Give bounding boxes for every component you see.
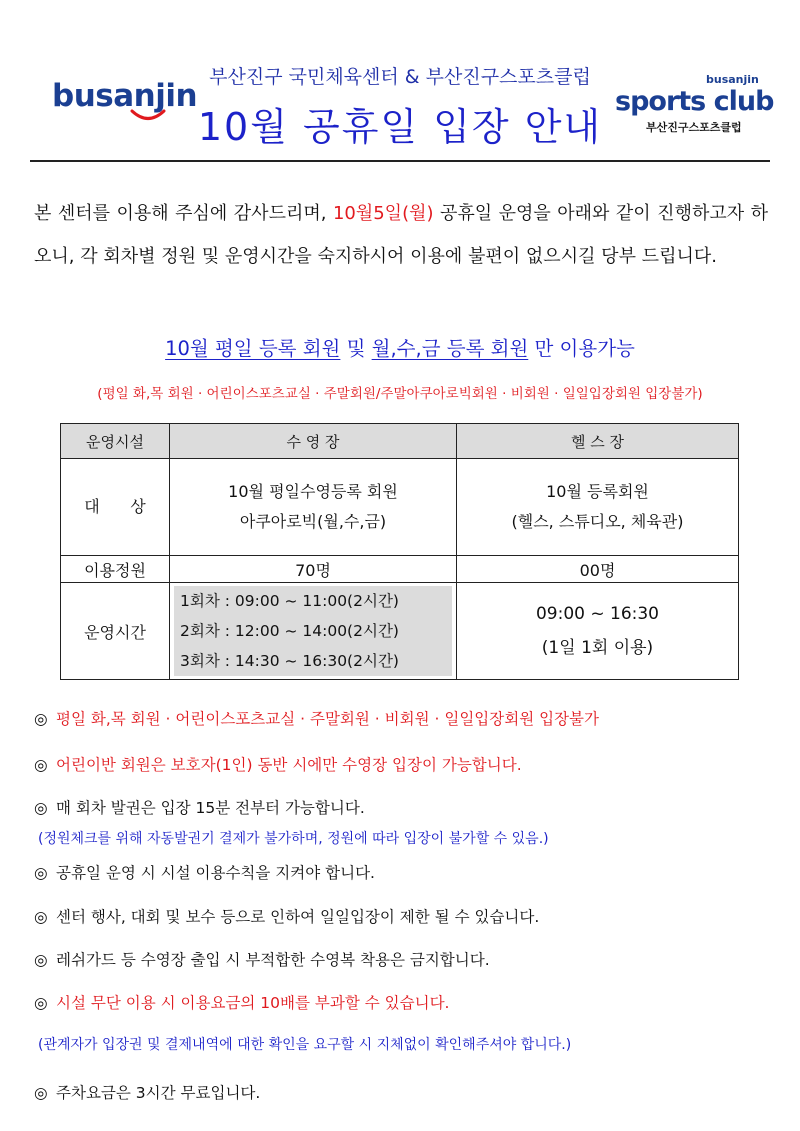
sports-club-logo-caption: 부산진구스포츠클럽: [646, 121, 742, 134]
intro-paragraph: [34, 192, 768, 278]
excluded-members-note: (평일 화,목 회원 · 어린이스포츠교실 · 주말회원/주말아쿠아로빅회원 · 비회원 · 일일입장회원 입장불가): [97, 386, 703, 402]
bullet-mark-icon: ◎: [34, 864, 48, 882]
gym-hours: [457, 583, 739, 680]
bullet-text: 공휴일 운영 시 시설 이용수칙을 지켜야 합니다.: [56, 864, 375, 882]
table-header-row: [61, 424, 739, 459]
sports-club-logo-small: busanjin: [706, 73, 759, 86]
bullet-text: 레쉬가드 등 수영장 출입 시 부적합한 수영복 착용은 금지합니다.: [56, 951, 490, 969]
bullet-text: 센터 행사, 대회 및 보수 등으로 인하여 일일입장이 제한 될 수 있습니다.: [56, 908, 540, 926]
eligibility-suffix: 만 이용가능: [528, 337, 635, 360]
eligibility-mwf-members: 월,수,금 등록 회원: [371, 337, 529, 360]
bullet-mark-icon: ◎: [34, 710, 48, 728]
bullet-mark-icon: ◎: [34, 799, 48, 817]
bullet-restrictions: [34, 905, 539, 927]
bullet-mark-icon: ◎: [34, 1084, 48, 1102]
hours-label: 운영시간: [61, 583, 170, 680]
gym-target-line2: (헬스, 스튜디오, 체육관): [511, 512, 684, 531]
eligibility-weekday-members: 10월 평일 등록 회원: [165, 337, 341, 360]
intro-date-highlight: 10월5일(월): [332, 203, 434, 224]
bullet-penalty: [34, 991, 449, 1013]
bullet-ticketing: [34, 796, 365, 818]
table-row-capacity: [61, 556, 739, 583]
pool-slot-2: 2회차 : 12:00 ~ 14:00(2시간): [174, 616, 452, 646]
bullet-ticketing-note: (정원체크를 위해 자동발권기 결제가 불가하며, 정원에 따라 입장이 불가할 수 있음.): [38, 831, 549, 847]
operations-table: [60, 423, 739, 680]
bullet-mark-icon: ◎: [34, 908, 48, 926]
gym-target: [457, 459, 739, 556]
pool-target: [170, 459, 457, 556]
bullet-rules: [34, 861, 375, 883]
bullet-text: 주차요금은 3시간 무료입니다.: [56, 1084, 261, 1102]
target-label: 대 상: [61, 459, 170, 556]
bullet-text: 매 회차 발권은 입장 15분 전부터 가능합니다.: [56, 799, 365, 817]
header-gym: 헬 스 장: [457, 424, 739, 459]
bullet-swimwear: [34, 948, 490, 970]
bullet-mark-icon: ◎: [34, 756, 48, 774]
header-divider: [30, 160, 770, 162]
bullet-mark-icon: ◎: [34, 994, 48, 1012]
pool-target-line1: 10월 평일수영등록 회원: [228, 482, 398, 501]
gym-target-line1: 10월 등록회원: [546, 482, 649, 501]
bullet-parking: [34, 1081, 260, 1103]
bullet-text: 시설 무단 이용 시 이용요금의 10배를 부과할 수 있습니다.: [56, 994, 450, 1012]
bullet-text: 어린이반 회원은 보호자(1인) 동반 시에만 수영장 입장이 가능합니다.: [56, 756, 522, 774]
capacity-label: 이용정원: [61, 556, 170, 583]
bullet-excluded: [34, 707, 599, 729]
bullet-text: 평일 화,목 회원 · 어린이스포츠교실 · 주말회원 · 비회원 · 일일입장회원 입장불가: [56, 710, 599, 728]
page-title: 10월 공휴일 입장 안내: [197, 105, 603, 149]
pool-target-line2: 아쿠아로빅(월,수,금): [239, 512, 387, 531]
pool-slot-1: 1회차 : 09:00 ~ 11:00(2시간): [174, 586, 452, 616]
eligibility-notice: [0, 333, 800, 361]
busanjin-logo: busanjin: [52, 78, 198, 114]
sports-club-logo: sports club: [615, 86, 774, 117]
gym-capacity: 00명: [457, 556, 739, 583]
gym-hours-time: 09:00 ~ 16:30: [535, 604, 660, 624]
table-row-target: [61, 459, 739, 556]
header-pool: 수 영 장: [170, 424, 457, 459]
header-facility: 운영시설: [61, 424, 170, 459]
pool-capacity: 70명: [170, 556, 457, 583]
intro-text-end: 공휴일 운영을 아래와 같이 진행하고자 하오니, 각 회차별 정원 및 운영시간을 숙지하시어 이용에 불편이 없으시길 당부 드립니다.: [34, 203, 768, 267]
pool-slot-3: 3회차 : 14:30 ~ 16:30(2시간): [174, 646, 452, 676]
eligibility-joiner: 및: [340, 337, 372, 360]
pool-hours: [170, 583, 457, 680]
bullet-mark-icon: ◎: [34, 951, 48, 969]
intro-text-start: 본 센터를 이용해 주심에 감사드리며,: [34, 203, 333, 224]
header-subtitle: 부산진구 국민체육센터 & 부산진구스포츠클럽: [209, 66, 591, 88]
bullet-penalty-note: (관계자가 입장권 및 결제내역에 대한 확인을 요구할 시 지체없이 확인해주셔야 합니다.): [38, 1037, 572, 1053]
table-row-hours: [61, 583, 739, 680]
bullet-children: [34, 753, 522, 775]
gym-hours-note: (1일 1회 이용): [541, 638, 654, 658]
